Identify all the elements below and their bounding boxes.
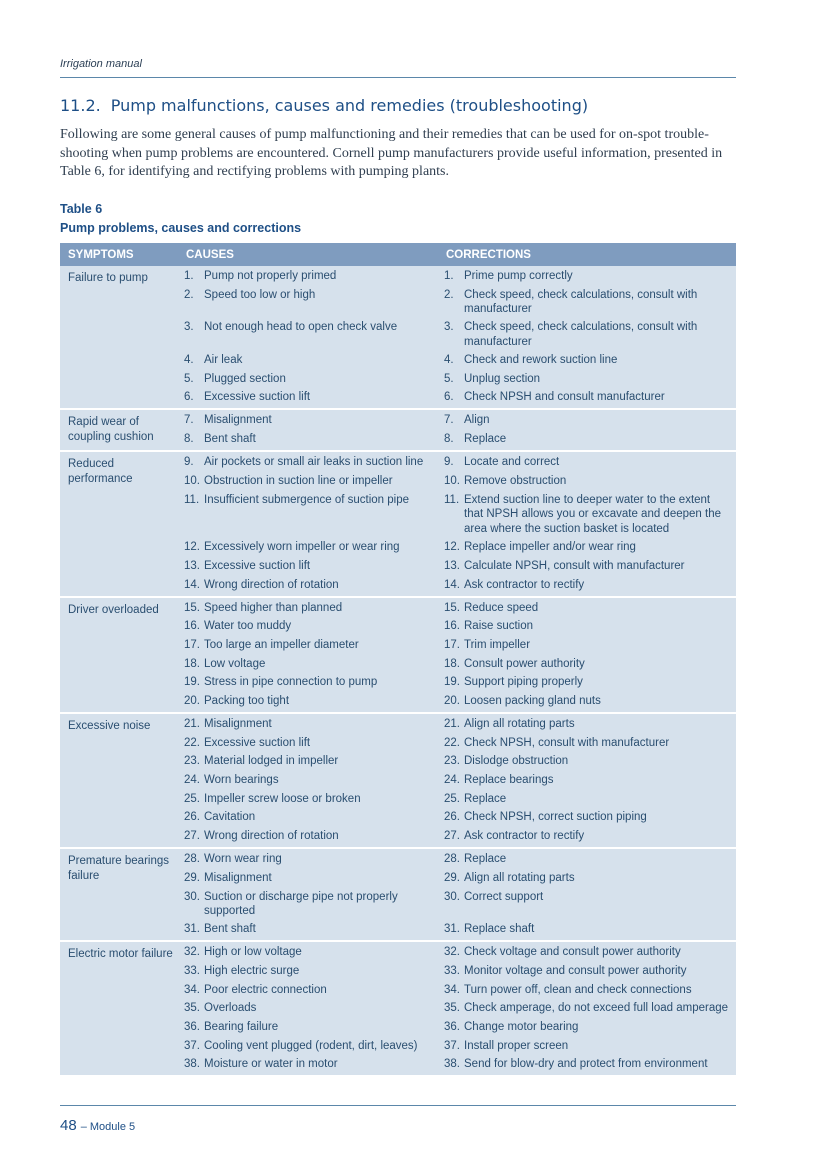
item-text: Monitor voltage and consult power authority (464, 964, 687, 977)
item-text: High or low voltage (204, 946, 302, 959)
item-text: Check NPSH, consult with manufacturer (464, 736, 670, 749)
cause-item (178, 288, 438, 317)
item-number: 16. (444, 620, 460, 633)
correction-item (438, 1020, 736, 1035)
intro-paragraph: Following are some general causes of pump malfunctioning and their remedies that can be used for on-spot trouble-shooting when pump problems are encountered. Cornell pump manufacturers provide useful information, presented in Table 6, for identifying and rectifying problems with pumping plants. (60, 127, 723, 179)
item-number: 6. (444, 391, 454, 404)
item-number: 31. (444, 923, 460, 936)
item-text: Excessive suction lift (204, 391, 311, 404)
item-number: 3. (184, 321, 194, 334)
item-text: Dislodge obstruction (464, 755, 569, 768)
correction-item (438, 983, 736, 998)
table-row (60, 713, 736, 848)
item-number: 7. (444, 414, 454, 427)
symptom-cell: Driver overloaded (60, 597, 178, 713)
item-number: 19. (444, 676, 460, 689)
correction-item (438, 890, 736, 919)
causes-cell (178, 266, 438, 409)
correction-item (438, 372, 736, 387)
cause-item (178, 559, 438, 574)
item-number: 4. (184, 354, 194, 367)
item-text: Wrong direction of rotation (204, 578, 339, 591)
cause-item (178, 871, 438, 886)
item-number: 29. (444, 871, 460, 884)
cause-item (178, 657, 438, 672)
cause-item (178, 922, 438, 937)
cause-item (178, 675, 438, 690)
item-text: Wrong direction of rotation (204, 830, 339, 843)
item-number: 32. (184, 946, 200, 959)
item-text: Reduce speed (464, 601, 539, 614)
item-text: Packing too tight (204, 695, 290, 707)
item-number: 2. (444, 288, 454, 301)
item-text: Extend suction line to deeper water to the extent that NPSH allows you or excavate and deepen the area where the suction basket is located (464, 493, 721, 535)
item-number: 33. (444, 964, 460, 977)
item-number: 30. (444, 890, 460, 903)
corrections-cell (438, 451, 736, 596)
item-number: 20. (444, 695, 460, 707)
correction-item (438, 810, 736, 825)
item-number: 15. (444, 601, 460, 614)
causes-cell (178, 941, 438, 1075)
item-text: Air pockets or small air leaks in suction line (204, 456, 424, 469)
correction-item (438, 1039, 736, 1054)
header-corrections: CORRECTIONS (438, 243, 736, 266)
troubleshooting-table (60, 243, 736, 1075)
correction-item (438, 390, 736, 405)
cause-item (178, 829, 438, 844)
cause-item (178, 736, 438, 751)
correction-item (438, 922, 736, 937)
item-text: Suction or discharge pipe not properly supported (204, 890, 398, 917)
item-text: Bearing failure (204, 1020, 279, 1033)
cause-item (178, 578, 438, 593)
item-text: Send for blow-dry and protect from environment (464, 1058, 708, 1071)
item-number: 27. (184, 830, 200, 843)
section-title (60, 96, 588, 115)
footer-module: – Module 5 (80, 1121, 136, 1133)
corrections-cell (438, 266, 736, 409)
item-text: Raise suction (464, 620, 534, 633)
header-symptoms: SYMPTOMS (60, 243, 178, 266)
cause-item (178, 455, 438, 470)
symptom-cell: Excessive noise (60, 713, 178, 848)
item-text: Air leak (204, 354, 243, 367)
item-text: Stress in pipe connection to pump (204, 676, 378, 689)
item-text: Bent shaft (204, 923, 256, 936)
item-text: Locate and correct (464, 456, 560, 469)
item-text: Support piping properly (464, 676, 583, 689)
section-title-text: Pump malfunctions, causes and remedies (troubleshooting) (110, 96, 589, 115)
item-text: Material lodged in impeller (204, 755, 339, 768)
item-text: Misalignment (204, 414, 272, 427)
footer-rule (60, 1105, 736, 1106)
item-number: 26. (444, 811, 460, 824)
cause-item (178, 638, 438, 653)
item-number: 16. (184, 620, 200, 633)
item-number: 26. (184, 811, 200, 824)
item-text: Trim impeller (464, 638, 531, 651)
item-number: 21. (184, 718, 200, 730)
table-row (60, 409, 736, 451)
cause-item (178, 810, 438, 825)
item-number: 28. (444, 853, 460, 866)
item-number: 4. (444, 354, 454, 367)
table-row (60, 597, 736, 713)
correction-item (438, 638, 736, 653)
cause-item (178, 694, 438, 709)
correction-item (438, 736, 736, 751)
item-number: 17. (444, 638, 460, 651)
item-number: 1. (444, 270, 454, 282)
item-text: Unplug section (464, 372, 541, 385)
item-text: Moisture or water in motor (204, 1058, 338, 1071)
item-number: 10. (184, 474, 200, 487)
item-text: Overloads (204, 1002, 257, 1015)
page-footer (60, 1117, 135, 1135)
correction-item (438, 1001, 736, 1016)
item-text: Excessively worn impeller or wear ring (204, 541, 400, 554)
item-text: Replace (464, 433, 507, 446)
correction-item (438, 601, 736, 616)
item-text: Calculate NPSH, consult with manufacturer (464, 559, 685, 572)
causes-cell (178, 713, 438, 848)
running-header: Irrigation manual (60, 58, 142, 70)
item-number: 28. (184, 853, 200, 866)
cause-item (178, 964, 438, 979)
item-text: Cavitation (204, 811, 256, 824)
correction-item (438, 829, 736, 844)
cause-item (178, 792, 438, 807)
item-text: Replace impeller and/or wear ring (464, 541, 636, 554)
cause-item (178, 493, 438, 537)
item-text: Prime pump correctly (464, 270, 573, 282)
correction-item (438, 353, 736, 368)
table-row (60, 266, 736, 409)
correction-item (438, 578, 736, 593)
cause-item (178, 1001, 438, 1016)
cause-item (178, 372, 438, 387)
item-number: 34. (184, 983, 200, 996)
correction-item (438, 413, 736, 428)
item-text: Check amperage, do not exceed full load amperage (464, 1002, 729, 1015)
correction-item (438, 269, 736, 284)
cause-item (178, 852, 438, 867)
cause-item (178, 890, 438, 919)
item-text: Too large an impeller diameter (204, 638, 359, 651)
item-text: Check voltage and consult power authority (464, 946, 681, 959)
item-number: 9. (444, 456, 454, 469)
table-row (60, 848, 736, 941)
item-text: Change motor bearing (464, 1020, 579, 1033)
item-number: 6. (184, 391, 194, 404)
item-number: 25. (444, 792, 460, 805)
causes-cell (178, 597, 438, 713)
item-number: 23. (184, 755, 200, 768)
item-number: 32. (444, 946, 460, 959)
correction-item (438, 540, 736, 555)
symptom-cell: Reduced performance (60, 451, 178, 596)
corrections-cell (438, 713, 736, 848)
cause-item (178, 1039, 438, 1054)
item-number: 15. (184, 601, 200, 614)
item-number: 13. (444, 559, 460, 572)
item-text: Bent shaft (204, 433, 256, 446)
symptom-cell: Failure to pump (60, 266, 178, 409)
item-number: 37. (444, 1039, 460, 1052)
symptom-cell: Premature bearings failure (60, 848, 178, 941)
corrections-cell (438, 409, 736, 451)
item-text: Correct support (464, 890, 544, 903)
cause-item (178, 601, 438, 616)
item-number: 21. (444, 718, 460, 730)
item-number: 33. (184, 964, 200, 977)
item-number: 14. (444, 578, 460, 591)
correction-item (438, 288, 736, 317)
item-text: Ask contractor to rectify (464, 578, 585, 591)
corrections-cell (438, 597, 736, 713)
item-number: 10. (444, 474, 460, 487)
item-text: Align all rotating parts (464, 871, 575, 884)
correction-item (438, 455, 736, 470)
item-text: Misalignment (204, 871, 272, 884)
item-number: 24. (184, 774, 200, 787)
item-number: 31. (184, 923, 200, 936)
correction-item (438, 945, 736, 960)
cause-item (178, 945, 438, 960)
item-number: 30. (184, 890, 200, 903)
table-row (60, 941, 736, 1075)
item-text: Align all rotating parts (464, 718, 575, 730)
cause-item (178, 353, 438, 368)
item-number: 19. (184, 676, 200, 689)
item-number: 11. (184, 493, 200, 506)
item-text: Replace shaft (464, 923, 535, 936)
item-text: Replace bearings (464, 774, 554, 787)
correction-item (438, 964, 736, 979)
item-number: 2. (184, 288, 194, 301)
table-title: Pump problems, causes and corrections (60, 221, 302, 235)
item-text: Pump not properly primed (204, 270, 337, 282)
item-text: Install proper screen (464, 1039, 569, 1052)
item-text: Low voltage (204, 657, 266, 670)
item-number: 38. (444, 1058, 460, 1071)
item-text: Insufficient submergence of suction pipe (204, 493, 409, 506)
item-text: High electric surge (204, 964, 300, 977)
cause-item (178, 540, 438, 555)
item-text: Poor electric connection (204, 983, 327, 996)
item-number: 1. (184, 270, 194, 282)
correction-item (438, 773, 736, 788)
item-text: Consult power authority (464, 657, 585, 670)
item-number: 37. (184, 1039, 200, 1052)
item-text: Speed higher than planned (204, 601, 343, 614)
cause-item (178, 474, 438, 489)
item-text: Remove obstruction (464, 474, 567, 487)
item-number: 9. (184, 456, 194, 469)
cause-item (178, 269, 438, 284)
item-text: Misalignment (204, 718, 272, 730)
correction-item (438, 320, 736, 349)
item-text: Excessive suction lift (204, 559, 311, 572)
item-text: Replace (464, 792, 507, 805)
item-text: Loosen packing gland nuts (464, 695, 601, 707)
table-label: Table 6 (60, 202, 103, 216)
correction-item (438, 852, 736, 867)
item-text: Worn wear ring (204, 853, 282, 866)
correction-item (438, 675, 736, 690)
item-text: Worn bearings (204, 774, 279, 787)
item-text: Cooling vent plugged (rodent, dirt, leaves) (204, 1039, 418, 1052)
item-number: 24. (444, 774, 460, 787)
item-number: 36. (184, 1020, 200, 1033)
item-text: Obstruction in suction line or impeller (204, 474, 393, 487)
page-number: 48 (60, 1117, 77, 1134)
item-number: 20. (184, 695, 200, 707)
item-text: Replace (464, 853, 507, 866)
cause-item (178, 320, 438, 349)
causes-cell (178, 451, 438, 596)
item-text: Turn power off, clean and check connections (464, 983, 692, 996)
item-text: Water too muddy (204, 620, 292, 633)
cause-item (178, 1020, 438, 1035)
cause-item (178, 413, 438, 428)
causes-cell (178, 409, 438, 451)
item-text: Excessive suction lift (204, 736, 311, 749)
item-text: Speed too low or high (204, 288, 316, 301)
item-number: 23. (444, 755, 460, 768)
item-text: Check NPSH and consult manufacturer (464, 391, 665, 404)
correction-item (438, 792, 736, 807)
item-number: 18. (444, 657, 460, 670)
correction-item (438, 1057, 736, 1072)
item-text: Ask contractor to rectify (464, 830, 585, 843)
item-number: 22. (184, 736, 200, 749)
correction-item (438, 619, 736, 634)
item-text: Not enough head to open check valve (204, 321, 398, 334)
item-number: 22. (444, 736, 460, 749)
cause-item (178, 1057, 438, 1072)
cause-item (178, 432, 438, 447)
cause-item (178, 754, 438, 769)
item-text: Check speed, check calculations, consult with manufacturer (464, 321, 698, 348)
item-number: 3. (444, 321, 454, 334)
item-text: Impeller screw loose or broken (204, 792, 361, 805)
item-number: 14. (184, 578, 200, 591)
item-number: 12. (444, 541, 460, 554)
item-number: 11. (444, 493, 460, 506)
item-number: 8. (444, 433, 454, 446)
cause-item (178, 619, 438, 634)
causes-cell (178, 848, 438, 941)
item-number: 17. (184, 638, 200, 651)
item-number: 13. (184, 559, 200, 572)
item-text: Align (464, 414, 490, 427)
item-number: 29. (184, 871, 200, 884)
header-causes: CAUSES (178, 243, 438, 266)
cause-item (178, 773, 438, 788)
item-number: 35. (444, 1002, 460, 1015)
section-number: 11.2. (60, 96, 101, 115)
item-number: 5. (444, 372, 454, 385)
table-row (60, 451, 736, 596)
item-number: 5. (184, 372, 194, 385)
item-text: Check speed, check calculations, consult with manufacturer (464, 288, 698, 316)
item-number: 12. (184, 541, 200, 554)
table-body (60, 266, 736, 1075)
item-number: 38. (184, 1058, 200, 1071)
item-number: 8. (184, 433, 194, 446)
item-text: Check NPSH, correct suction piping (464, 811, 647, 824)
correction-item (438, 432, 736, 447)
item-number: 7. (184, 414, 194, 427)
correction-item (438, 871, 736, 886)
cause-item (178, 390, 438, 405)
correction-item (438, 657, 736, 672)
corrections-cell (438, 848, 736, 941)
item-number: 34. (444, 983, 460, 996)
item-number: 35. (184, 1002, 200, 1015)
correction-item (438, 754, 736, 769)
correction-item (438, 717, 736, 732)
item-number: 36. (444, 1020, 460, 1033)
item-number: 25. (184, 792, 200, 805)
table-header-row (60, 243, 736, 266)
item-number: 27. (444, 830, 460, 843)
cause-item (178, 983, 438, 998)
item-text: Plugged section (204, 372, 286, 385)
correction-item (438, 694, 736, 709)
item-number: 18. (184, 657, 200, 670)
cause-item (178, 717, 438, 732)
symptom-cell: Electric motor failure (60, 941, 178, 1075)
correction-item (438, 559, 736, 574)
symptom-cell: Rapid wear of coupling cushion (60, 409, 178, 451)
header-rule (60, 77, 736, 78)
correction-item (438, 493, 736, 537)
item-text: Check and rework suction line (464, 354, 618, 367)
correction-item (438, 474, 736, 489)
corrections-cell (438, 941, 736, 1075)
